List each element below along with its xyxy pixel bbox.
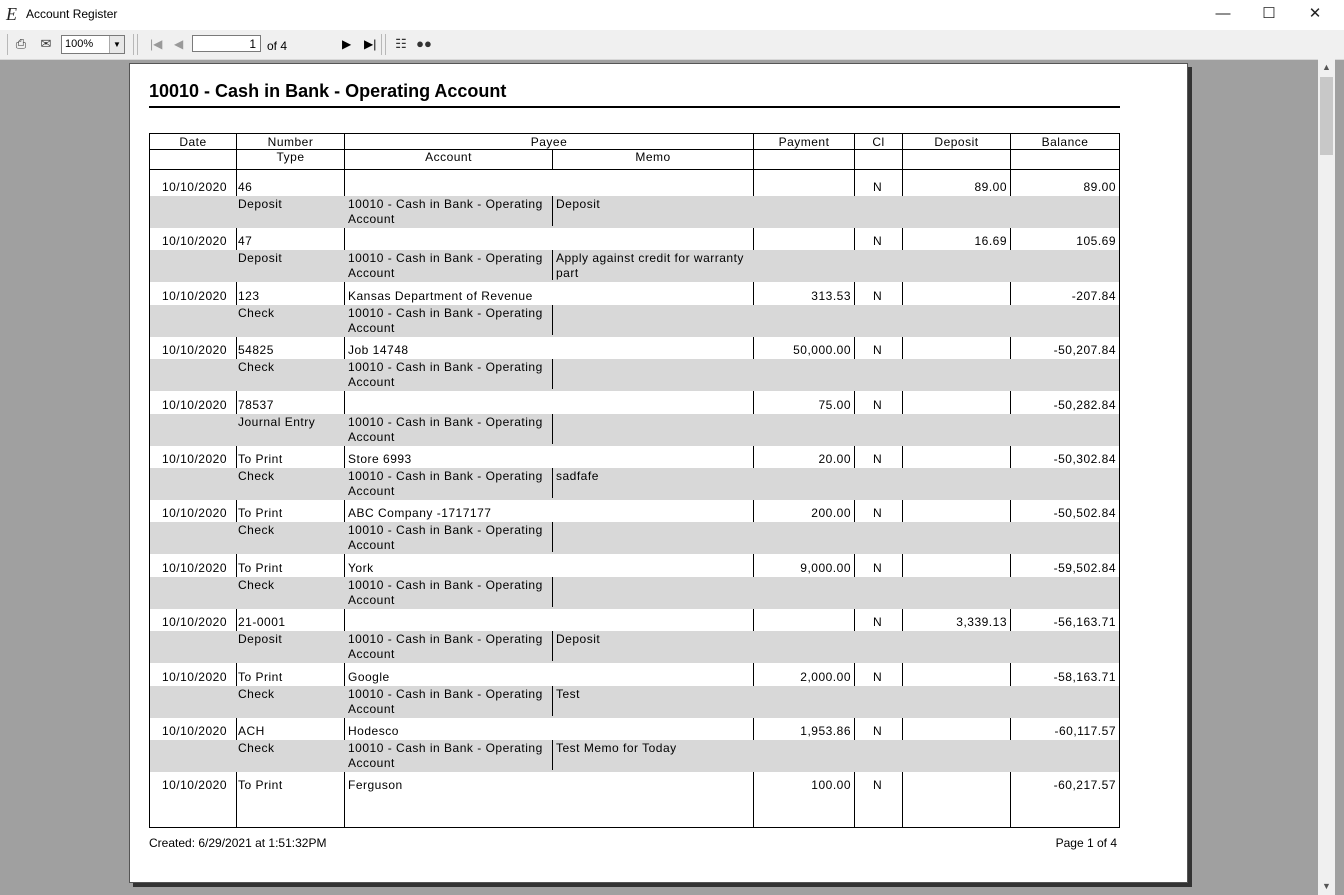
date-cell: 10/10/2020 — [161, 615, 227, 630]
payee-cell: York — [348, 560, 374, 575]
cl-cell: N — [873, 234, 883, 249]
cl-cell: N — [873, 452, 883, 466]
next-page-icon[interactable]: ▶ — [342, 37, 352, 51]
title-rule — [149, 106, 1120, 108]
toolbar-separator — [133, 34, 134, 55]
last-page-icon[interactable]: ▶| — [364, 37, 377, 51]
account-cell-line2: Account — [348, 756, 395, 770]
memo-divider — [552, 250, 553, 280]
type-cell: Deposit — [238, 251, 283, 266]
type-cell: Check — [238, 577, 275, 592]
number-cell: 47 — [238, 234, 253, 249]
transaction-detail-row — [150, 522, 1119, 554]
number-cell: ACH — [238, 724, 265, 738]
payee-cell: Kansas Department of Revenue — [348, 288, 533, 303]
payment-cell: 75.00 — [818, 397, 851, 412]
cl-cell: N — [873, 560, 883, 575]
number-cell: 78537 — [238, 397, 274, 412]
date-cell: 10/10/2020 — [161, 778, 227, 793]
window-title: Account Register — [26, 7, 118, 21]
header-divider — [150, 169, 1119, 170]
type-cell: Check — [238, 469, 275, 483]
date-cell: 10/10/2020 — [161, 669, 227, 684]
account-cell-line2: Account — [348, 429, 395, 444]
memo-cell: Test — [556, 686, 581, 701]
balance-cell: -56,163.71 — [1053, 615, 1116, 630]
export-icon[interactable]: ✉ — [40, 36, 52, 51]
toolbar-separator — [137, 34, 138, 55]
memo-divider — [552, 631, 553, 661]
date-cell: 10/10/2020 — [161, 397, 227, 412]
balance-cell: -50,207.84 — [1053, 343, 1116, 358]
account-cell: 10010 - Cash in Bank - Operating — [348, 251, 543, 266]
vertical-scrollbar[interactable] — [1318, 59, 1335, 895]
memo-divider — [552, 468, 553, 498]
account-cell: 10010 - Cash in Bank - Operating — [348, 360, 543, 375]
number-cell: To Print — [238, 669, 283, 684]
date-cell: 10/10/2020 — [161, 724, 227, 738]
type-cell: Deposit — [238, 632, 283, 647]
transaction-row — [150, 446, 1119, 468]
minimize-button[interactable]: — — [1215, 5, 1231, 22]
memo-cell: Deposit — [556, 632, 601, 647]
header-account: Account — [425, 150, 472, 164]
account-cell: 10010 - Cash in Bank - Operating — [348, 686, 543, 701]
find-binoculars-icon[interactable]: ●● — [416, 36, 432, 51]
transaction-detail-row — [150, 414, 1119, 446]
balance-cell: -207.84 — [1071, 288, 1116, 303]
title-bar — [0, 0, 1344, 30]
account-cell-line2: Account — [348, 592, 395, 607]
account-cell: 10010 - Cash in Bank - Operating — [348, 741, 543, 755]
header-memo: Memo — [635, 150, 671, 164]
number-cell: To Print — [238, 506, 283, 521]
date-cell: 10/10/2020 — [161, 234, 227, 249]
scroll-down-icon[interactable]: ▼ — [1322, 881, 1331, 891]
payee-cell: Job 14748 — [348, 343, 409, 358]
zoom-value: 100% — [65, 38, 94, 50]
header-number: Number — [267, 135, 314, 149]
header-payment: Payment — [778, 135, 830, 149]
payment-cell: 313.53 — [811, 288, 851, 303]
transaction-detail-row — [150, 305, 1119, 337]
header-balance: Balance — [1041, 135, 1089, 149]
page-number-input[interactable]: 1 — [192, 35, 261, 52]
balance-cell: -50,302.84 — [1053, 452, 1116, 466]
account-cell-line2: Account — [348, 212, 395, 226]
payee-cell: Store 6993 — [348, 452, 412, 466]
type-cell: Check — [238, 741, 275, 755]
payee-cell: ABC Company -1717177 — [348, 506, 492, 521]
payment-cell: 20.00 — [818, 452, 851, 466]
cl-cell: N — [873, 397, 883, 412]
transaction-row — [150, 283, 1119, 305]
cl-cell: N — [873, 180, 883, 194]
date-cell: 10/10/2020 — [161, 180, 227, 194]
number-cell: To Print — [238, 452, 283, 466]
transaction-row — [150, 500, 1119, 522]
balance-cell: 89.00 — [1083, 180, 1116, 194]
transaction-detail-row — [150, 577, 1119, 609]
transaction-detail-row — [150, 740, 1119, 772]
cl-cell: N — [873, 615, 883, 630]
cl-cell: N — [873, 343, 883, 358]
report-title: 10010 - Cash in Bank - Operating Account — [149, 81, 507, 101]
transaction-row — [150, 609, 1119, 631]
account-cell-line2: Account — [348, 647, 395, 662]
toolbar-separator — [381, 34, 382, 55]
memo-cell: Test Memo for Today — [556, 741, 677, 755]
balance-cell: -50,502.84 — [1053, 506, 1116, 521]
payee-cell: Hodesco — [348, 724, 399, 738]
number-cell: 21-0001 — [238, 615, 286, 630]
type-cell: Check — [238, 360, 275, 375]
deposit-cell: 89.00 — [974, 180, 1007, 194]
page-indicator: Page 1 of 4 — [1055, 836, 1117, 850]
memo-divider — [552, 686, 553, 716]
memo-divider — [552, 414, 553, 444]
type-cell: Check — [238, 686, 275, 701]
payment-cell: 200.00 — [811, 506, 851, 521]
maximize-button[interactable]: ☐ — [1262, 5, 1276, 22]
scroll-thumb[interactable] — [1320, 77, 1333, 155]
date-cell: 10/10/2020 — [161, 343, 227, 358]
memo-divider — [552, 740, 553, 770]
toolbar-separator — [7, 34, 8, 55]
account-cell: 10010 - Cash in Bank - Operating — [348, 197, 543, 211]
type-cell: Deposit — [238, 197, 283, 211]
header-date: Date — [179, 135, 207, 149]
transaction-row — [150, 228, 1119, 250]
transaction-detail-row — [150, 359, 1119, 391]
first-page-icon[interactable]: |◀ — [150, 37, 163, 51]
date-cell: 10/10/2020 — [161, 506, 227, 521]
app-icon: E — [6, 4, 17, 24]
cl-cell: N — [873, 506, 883, 521]
account-cell: 10010 - Cash in Bank - Operating — [348, 523, 543, 538]
header-deposit: Deposit — [934, 135, 979, 149]
page-setup-icon[interactable]: ☷ — [395, 36, 407, 51]
register-table — [149, 133, 1120, 828]
memo-divider — [552, 359, 553, 389]
number-cell: To Print — [238, 560, 283, 575]
account-cell-line2: Account — [348, 375, 395, 390]
payee-cell: Ferguson — [348, 778, 403, 793]
transaction-row — [150, 337, 1119, 359]
balance-cell: 105.69 — [1076, 234, 1116, 249]
account-cell-line2: Account — [348, 266, 395, 281]
type-cell: Check — [238, 523, 275, 538]
transaction-detail-row — [150, 250, 1119, 282]
memo-cell: Deposit — [556, 197, 601, 211]
transaction-row — [150, 772, 1119, 794]
header-cl: Cl — [872, 135, 885, 149]
payment-cell: 1,953.86 — [800, 724, 851, 738]
payment-cell: 2,000.00 — [800, 669, 851, 684]
memo-divider — [552, 522, 553, 552]
number-cell: 46 — [238, 180, 253, 194]
close-button[interactable]: ✕ — [1308, 5, 1322, 22]
header-payee: Payee — [530, 135, 568, 149]
memo-cell: Apply against credit for warranty — [556, 251, 744, 266]
zoom-select[interactable] — [61, 35, 125, 54]
memo-divider — [552, 196, 553, 226]
number-cell: 54825 — [238, 343, 274, 358]
transaction-detail-row — [150, 468, 1119, 500]
cl-cell: N — [873, 724, 883, 738]
date-cell: 10/10/2020 — [161, 560, 227, 575]
account-cell-line2: Account — [348, 320, 395, 335]
account-cell: 10010 - Cash in Bank - Operating — [348, 305, 543, 320]
payee-cell: Google — [348, 669, 390, 684]
payment-cell: 100.00 — [811, 778, 851, 793]
transaction-row — [150, 664, 1119, 686]
transaction-detail-row — [150, 631, 1119, 663]
transaction-row — [150, 174, 1119, 196]
payment-cell: 9,000.00 — [800, 560, 851, 575]
cl-cell: N — [873, 778, 883, 793]
transaction-detail-row — [150, 196, 1119, 228]
chevron-down-icon[interactable]: ▼ — [109, 36, 124, 53]
balance-cell: -58,163.71 — [1053, 669, 1116, 684]
memo-cell: sadfafe — [556, 469, 599, 483]
balance-cell: -59,502.84 — [1053, 560, 1116, 575]
balance-cell: -60,217.57 — [1053, 778, 1116, 793]
number-cell: 123 — [238, 288, 260, 303]
print-icon[interactable]: ⎙ — [15, 36, 27, 51]
payment-cell: 50,000.00 — [793, 343, 851, 358]
account-cell-line2: Account — [348, 701, 395, 716]
account-cell: 10010 - Cash in Bank - Operating — [348, 469, 543, 483]
report-page — [129, 63, 1188, 883]
deposit-cell: 16.69 — [974, 234, 1007, 249]
transaction-row — [150, 392, 1119, 414]
transaction-row — [150, 555, 1119, 577]
number-cell: To Print — [238, 778, 283, 793]
memo-divider — [552, 305, 553, 335]
transaction-detail-row — [150, 686, 1119, 718]
cl-cell: N — [873, 669, 883, 684]
memo-divider — [552, 577, 553, 607]
type-cell: Check — [238, 305, 275, 320]
account-cell: 10010 - Cash in Bank - Operating — [348, 577, 543, 592]
toolbar-separator — [385, 34, 386, 55]
account-cell: 10010 - Cash in Bank - Operating — [348, 632, 543, 647]
date-cell: 10/10/2020 — [161, 288, 227, 303]
balance-cell: -50,282.84 — [1053, 397, 1116, 412]
account-cell-line2: Account — [348, 538, 395, 553]
created-timestamp: Created: 6/29/2021 at 1:51:32PM — [149, 836, 327, 850]
scroll-up-icon[interactable]: ▲ — [1322, 62, 1331, 72]
account-cell: 10010 - Cash in Bank - Operating — [348, 414, 543, 429]
balance-cell: -60,117.57 — [1054, 724, 1116, 738]
previous-page-icon[interactable]: ◀ — [174, 37, 184, 51]
deposit-cell: 3,339.13 — [956, 615, 1007, 630]
header-type: Type — [276, 150, 305, 164]
memo-cell-line2: part — [556, 266, 579, 281]
type-cell: Journal Entry — [238, 414, 316, 429]
date-cell: 10/10/2020 — [161, 452, 227, 466]
transaction-row — [150, 718, 1119, 740]
account-cell-line2: Account — [348, 484, 395, 498]
cl-cell: N — [873, 288, 883, 303]
page-count-label: of 4 — [267, 39, 288, 53]
